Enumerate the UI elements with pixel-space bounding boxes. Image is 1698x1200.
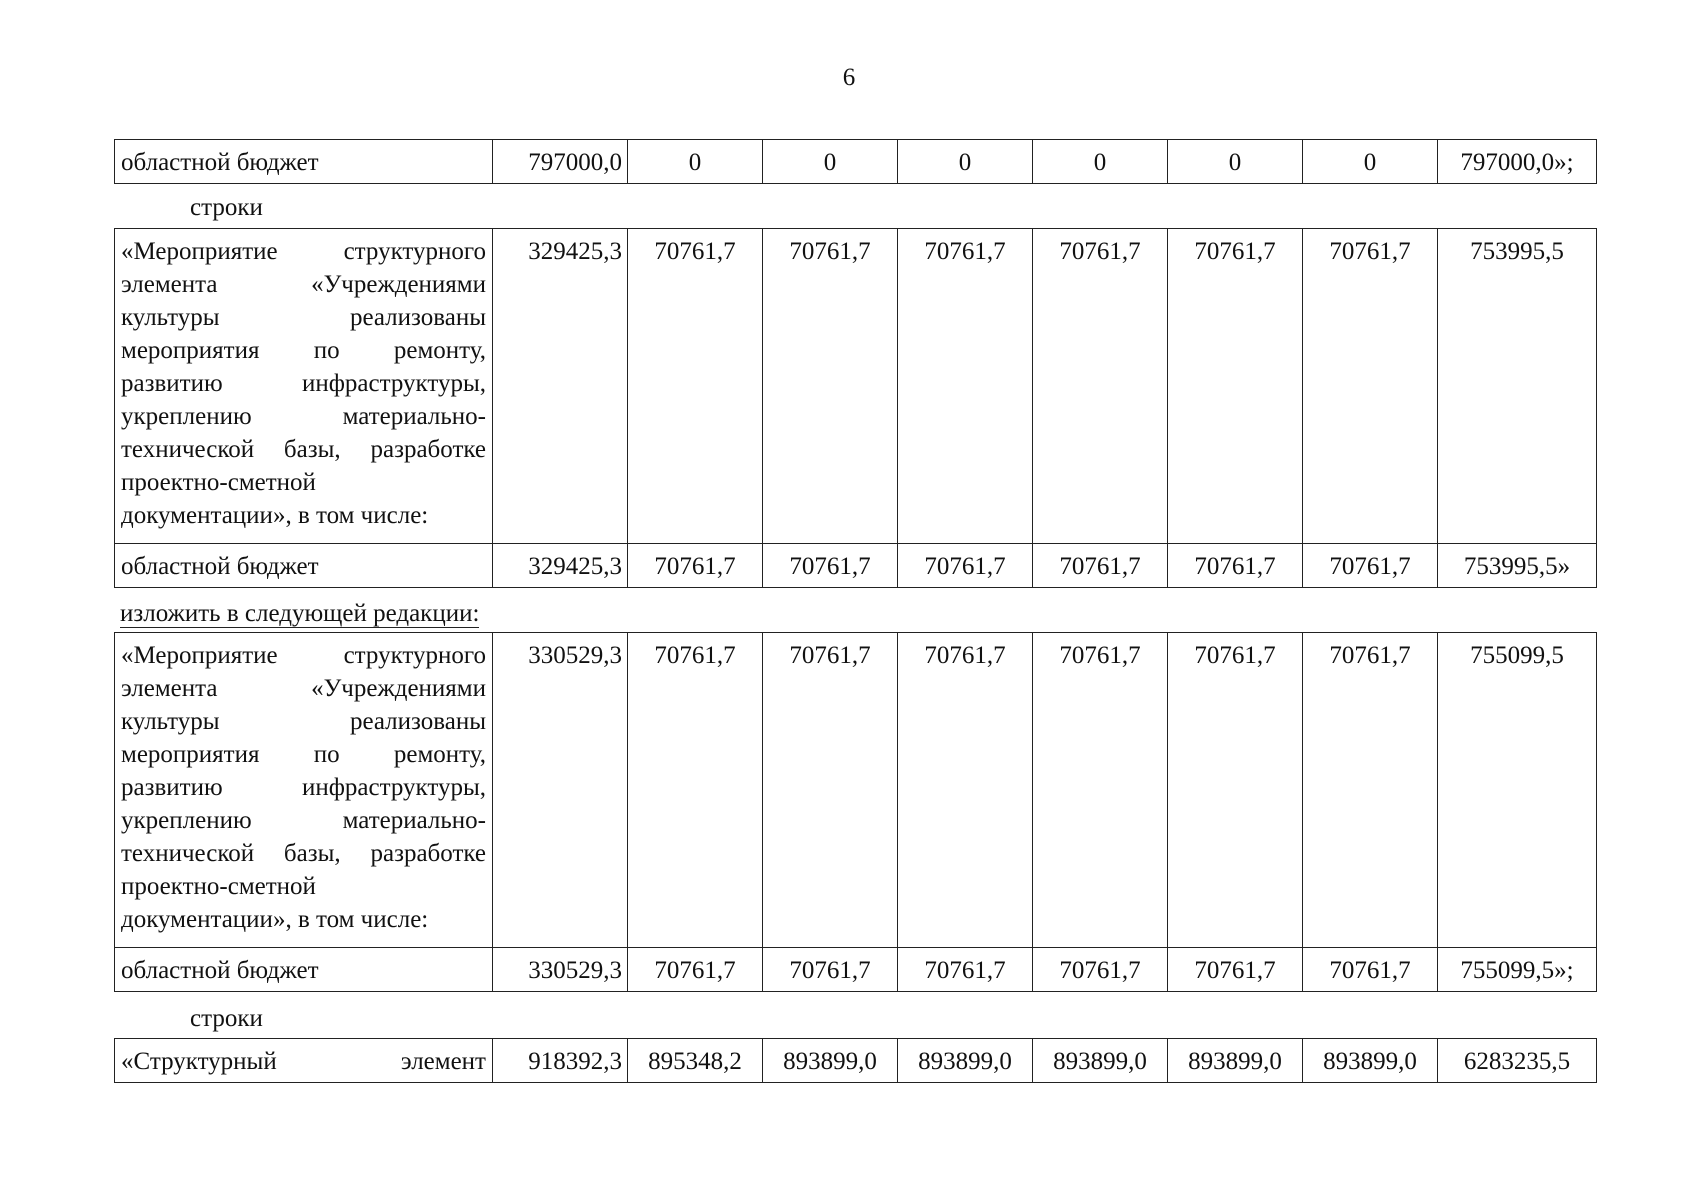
caption-rows: строки — [190, 1005, 263, 1032]
cell-value: 70761,7 — [1168, 948, 1303, 992]
cell-value: 70761,7 — [763, 633, 898, 948]
cell-value: 797000,0 — [493, 140, 628, 184]
cell-value: 895348,2 — [628, 1039, 763, 1083]
cell-value: 329425,3 — [493, 544, 628, 588]
cell-value: 329425,3 — [493, 229, 628, 544]
page-number: 6 — [842, 64, 856, 91]
cell-value: 0 — [628, 140, 763, 184]
budget-table-1 — [114, 139, 1597, 184]
cell-value: 70761,7 — [898, 229, 1033, 544]
cell-value: 893899,0 — [898, 1039, 1033, 1083]
cell-value: 0 — [898, 140, 1033, 184]
row-label: «Мероприятие структурного элемента «Учреждениями культуры реализованы мероприятия по ремонту, развитию инфраструктуры, укреплению материально-технической базы, разработке проектно-сметной документации», в том числе: — [115, 633, 493, 948]
cell-value: 918392,3 — [493, 1039, 628, 1083]
cell-total: 755099,5 — [1438, 633, 1597, 948]
table-row — [115, 948, 1597, 992]
cell-value: 70761,7 — [1303, 948, 1438, 992]
cell-value: 0 — [1168, 140, 1303, 184]
cell-total: 753995,5» — [1438, 544, 1597, 588]
cell-value: 893899,0 — [763, 1039, 898, 1083]
cell-total: 6283235,5 — [1438, 1039, 1597, 1083]
cell-value: 70761,7 — [628, 633, 763, 948]
cell-value: 70761,7 — [763, 229, 898, 544]
table-row — [115, 1039, 1597, 1083]
cell-value: 70761,7 — [763, 948, 898, 992]
cell-value: 0 — [1303, 140, 1438, 184]
cell-value: 70761,7 — [628, 948, 763, 992]
cell-value: 70761,7 — [1303, 229, 1438, 544]
cell-value: 70761,7 — [628, 544, 763, 588]
budget-table-3 — [114, 632, 1597, 992]
cell-value: 893899,0 — [1303, 1039, 1438, 1083]
cell-value: 330529,3 — [493, 633, 628, 948]
cell-value: 70761,7 — [1033, 229, 1168, 544]
cell-value: 70761,7 — [898, 633, 1033, 948]
caption-new-edition — [120, 599, 479, 629]
cell-value: 70761,7 — [628, 229, 763, 544]
row-label: областной бюджет — [115, 948, 493, 992]
budget-table-2 — [114, 228, 1597, 588]
budget-table-4 — [114, 1038, 1597, 1083]
cell-value: 70761,7 — [763, 544, 898, 588]
cell-total: 753995,5 — [1438, 229, 1597, 544]
cell-value: 330529,3 — [493, 948, 628, 992]
cell-value: 70761,7 — [1168, 633, 1303, 948]
cell-value: 0 — [1033, 140, 1168, 184]
cell-value: 70761,7 — [1033, 544, 1168, 588]
caption-text: изложить в следующей редакции: — [120, 600, 480, 627]
cell-total: 797000,0»; — [1438, 140, 1597, 184]
cell-value: 70761,7 — [1303, 633, 1438, 948]
cell-value: 70761,7 — [898, 948, 1033, 992]
cell-value: 70761,7 — [1033, 633, 1168, 948]
cell-value: 0 — [763, 140, 898, 184]
cell-value: 70761,7 — [898, 544, 1033, 588]
row-label: «Мероприятие структурного элемента «Учреждениями культуры реализованы мероприятия по ремонту, развитию инфраструктуры, укреплению материально-технической базы, разработке проектно-сметной документации», в том числе: — [115, 229, 493, 544]
cell-total: 755099,5»; — [1438, 948, 1597, 992]
table-row — [115, 544, 1597, 588]
cell-value: 893899,0 — [1033, 1039, 1168, 1083]
cell-value: 70761,7 — [1303, 544, 1438, 588]
row-label: «Структурный элемент — [115, 1039, 493, 1083]
table-row — [115, 140, 1597, 184]
table-row — [115, 633, 1597, 948]
cell-value: 893899,0 — [1168, 1039, 1303, 1083]
table-row — [115, 229, 1597, 544]
row-label: областной бюджет — [115, 140, 493, 184]
cell-value: 70761,7 — [1033, 948, 1168, 992]
cell-value: 70761,7 — [1168, 544, 1303, 588]
row-label: областной бюджет — [115, 544, 493, 588]
cell-value: 70761,7 — [1168, 229, 1303, 544]
caption-rows: строки — [190, 194, 263, 221]
